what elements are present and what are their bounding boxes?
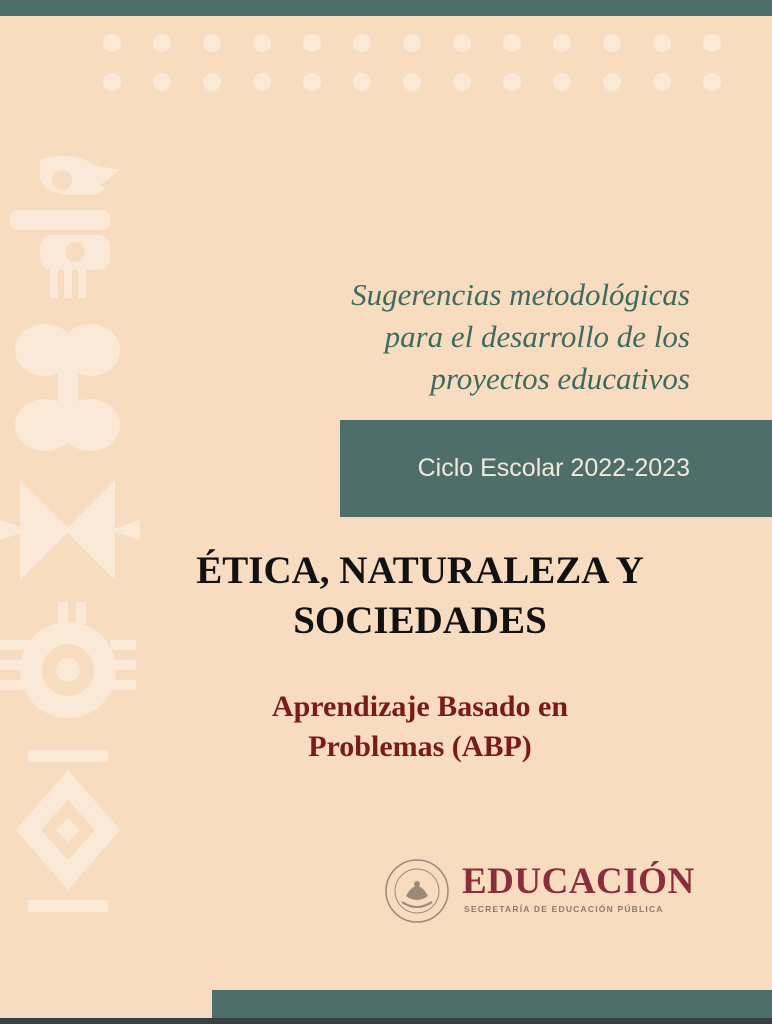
- logo-subtext: SECRETARÍA DE EDUCACIÓN PÚBLICA: [464, 904, 664, 914]
- page-title: [100, 546, 740, 646]
- subtitle-line: para el desarrollo de los: [384, 319, 690, 354]
- national-seal-icon: [384, 858, 450, 924]
- method-line: Aprendizaje Basado en: [271, 690, 569, 723]
- title-line: SOCIEDADES: [293, 599, 547, 642]
- method-line: Problemas (ABP): [308, 730, 532, 763]
- ciclo-escolar: Ciclo Escolar 2022-2023: [417, 454, 690, 482]
- heart-motif-icon: [15, 324, 120, 451]
- bottom-line: [0, 1018, 772, 1024]
- logo-wordmark: EDUCACIÓN: [462, 861, 695, 902]
- bottom-bar: [212, 990, 772, 1020]
- title-line: ÉTICA, NATURALEZA Y: [196, 549, 644, 592]
- top-bar: [0, 0, 772, 16]
- cover-subtitle: [351, 274, 690, 400]
- subtitle-line: Sugerencias metodológicas: [351, 277, 690, 312]
- decorative-motifs: [0, 150, 140, 920]
- method-title: [120, 687, 720, 767]
- sep-logo: [384, 856, 704, 926]
- dot-pattern: [100, 32, 740, 102]
- subtitle-line: proyectos educativos: [430, 361, 690, 396]
